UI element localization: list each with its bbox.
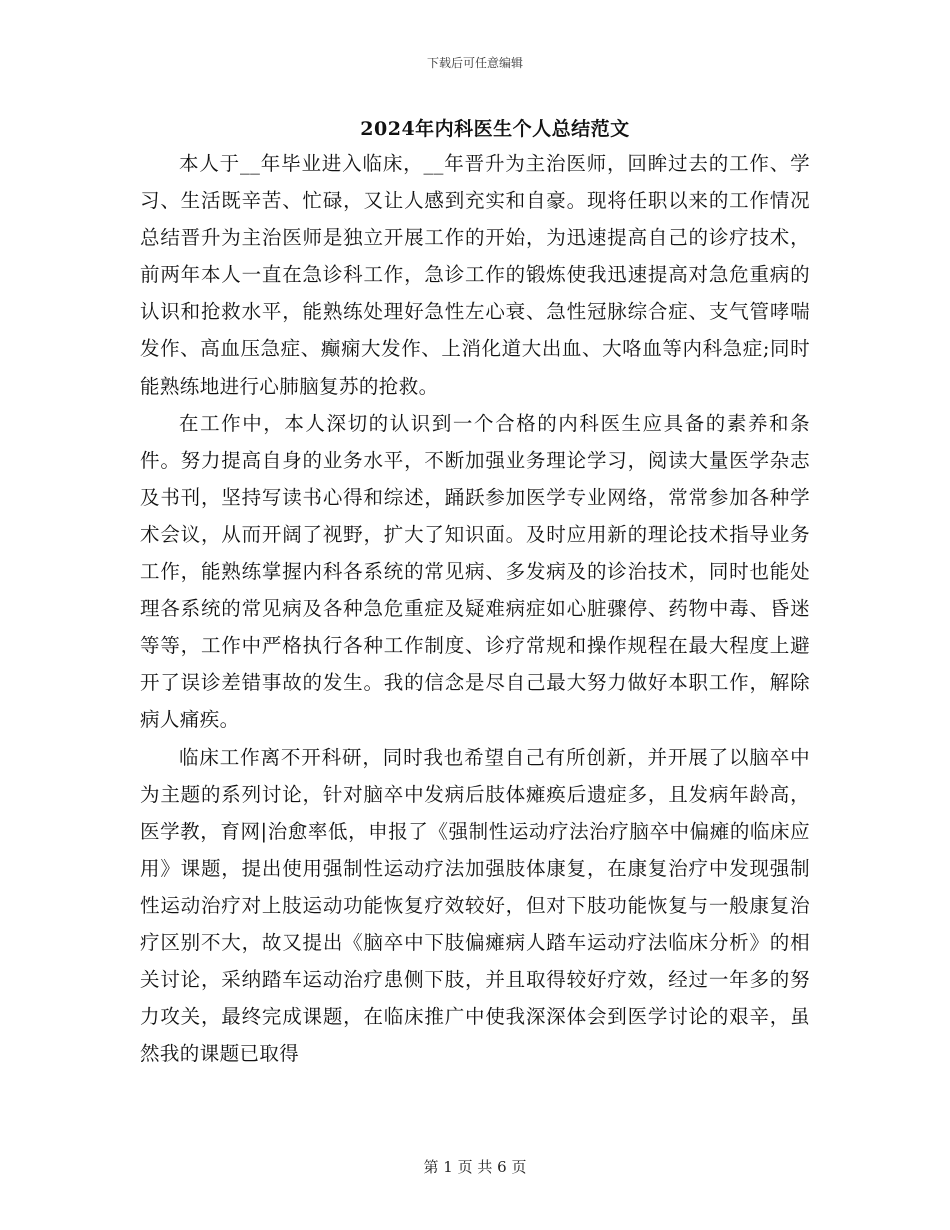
page-number: 第 1 页 共 6 页: [423, 1158, 527, 1176]
document-title: 2024年内科医生个人总结范文: [360, 118, 630, 140]
header-note: 下载后可任意编辑: [426, 56, 523, 70]
document-body: [140, 145, 810, 1072]
paragraph: 本人于__年毕业进入临床，__年晋升为主治医师，回眸过去的工作、学习、生活既辛苦、忙碌，又让人感到充实和自豪。现将任职以来的工作情况总结晋升为主治医师是独立开展工作的开始，为迅速提高自己的诊疗技术，前两年本人一直在急诊科工作，急诊工作的锻炼使我迅速提高对急危重病的认识和抢救水平，能熟练处理好急性左心衰、急性冠脉综合症、支气管哮喘发作、高血压急症、癫痫大发作、上消化道大出血、大咯血等内科急症;同时能熟练地进行心肺脑复苏的抢救。: [140, 152, 810, 398]
paragraph: 临床工作离不开科研，同时我也希望自己有所创新，并开展了以脑卒中为主题的系列讨论，针对脑卒中发病后肢体瘫痪后遗症多，且发病年龄高，医学教，育网|治愈率低，申报了《强制性运动疗法治疗脑卒中偏瘫的临床应用》课题，提出使用强制性运动疗法加强肢体康复，在康复治疗中发现强制性运动治疗对上肢运动功能恢复疗效较好，但对下肢功能恢复与一般康复治疗区别不大，故又提出《脑卒中下肢偏瘫病人踏车运动疗法临床分析》的相关讨论，采纳踏车运动治疗患侧下肢，并且取得较好疗效，经过一年多的努力攻关，最终完成课题，在临床推广中使我深深体会到医学讨论的艰辛，虽然我的课题已取得: [140, 745, 810, 1066]
paragraph: 在工作中，本人深切的认识到一个合格的内科医生应具备的素养和条件。努力提高自身的业务水平，不断加强业务理论学习，阅读大量医学杂志及书刊，坚持写读书心得和综述，踊跃参加医学专业网络，常常参加各种学术会议，从而开阔了视野，扩大了知识面。及时应用新的理论技术指导业务工作，能熟练掌握内科各系统的常见病、多发病及的诊治技术，同时也能处理各系统的常见病及各种急危重症及疑难病症如心脏骤停、药物中毒、昏迷等等，工作中严格执行各种工作制度、诊疗常规和操作规程在最大程度上避开了误诊差错事故的发生。我的信念是尽自己最大努力做好本职工作，解除病人痛疾。: [140, 411, 810, 732]
